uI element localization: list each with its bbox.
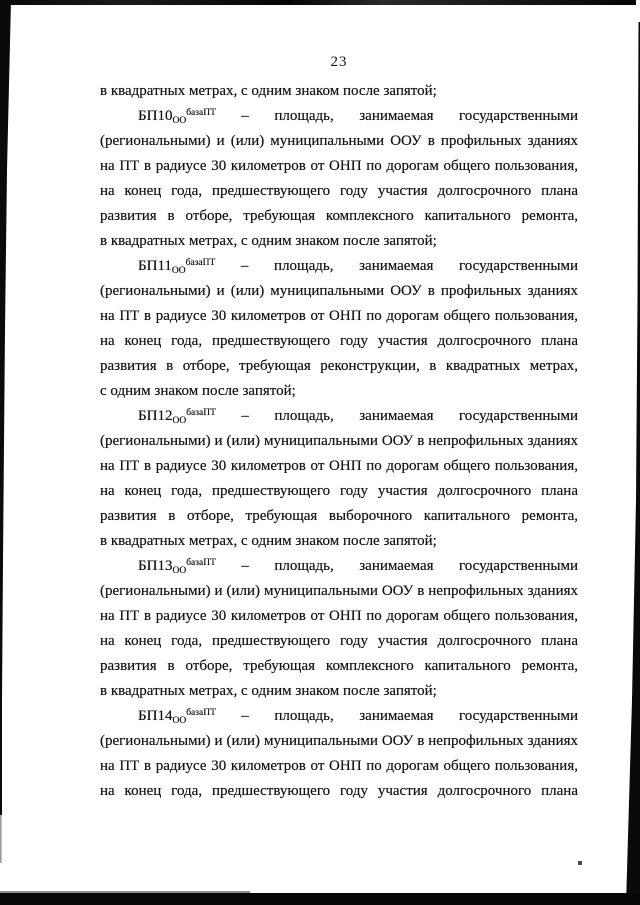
text-line: на конец года, предшествующего году участия долгосрочного плана <box>100 633 578 649</box>
text-line: на конец года, предшествующего году участия долгосрочного плана <box>100 783 578 799</box>
term-subscript: ОО <box>172 416 187 426</box>
text-line: (региональными) и (или) муниципальными ООУ в профильных зданиях <box>100 283 578 299</box>
term-superscript: базаПТ <box>186 708 216 718</box>
text-line: на ПТ в радиусе 30 километров от ОНП по дорогам общего пользования, <box>100 308 578 324</box>
text-line: на ПТ в радиусе 30 километров от ОНП по дорогам общего пользования, <box>100 458 578 474</box>
paragraph <box>100 79 578 104</box>
text-line: (региональными) и (или) муниципальными ООУ в непрофильных зданиях <box>100 583 578 599</box>
text-line: развития в отборе, требующая комплексного капитального ремонта, <box>100 658 578 674</box>
term-subscript: ОО <box>172 716 187 726</box>
text-line: в квадратных метрах, с одним знаком после запятой; <box>100 533 437 549</box>
term-subscript: ОО <box>172 116 187 126</box>
text-line: на ПТ в радиусе 30 километров от ОНП по дорогам общего пользования, <box>100 758 578 774</box>
text-line: (региональными) и (или) муниципальными ООУ в непрофильных зданиях <box>100 733 578 749</box>
text-line: на конец года, предшествующего году участия долгосрочного плана <box>100 483 578 499</box>
text-line: $БП13_{ОО}^{базаПТ}$ – площадь, занимаемая государственными <box>138 558 578 576</box>
term-superscript: базаПТ <box>185 258 216 268</box>
scan-speck <box>578 861 582 865</box>
text-line: (региональными) и (или) муниципальными ООУ в профильных зданиях <box>100 133 578 149</box>
term-subscript: ОО <box>172 566 187 576</box>
term-superscript: базаПТ <box>186 558 216 568</box>
document-text <box>100 79 578 804</box>
paragraph <box>100 254 578 404</box>
term-subscript: ОО <box>171 266 186 276</box>
term-label: $БП10_{ОО}^{базаПТ}$ <box>138 108 216 126</box>
text-line: в квадратных метрах, с одним знаком после запятой; <box>100 683 437 699</box>
paragraph <box>100 554 578 704</box>
term-label: $БП12_{ОО}^{базаПТ}$ <box>138 408 216 426</box>
term-superscript: базаПТ <box>186 408 216 418</box>
text-line: в квадратных метрах, с одним знаком после запятой; <box>100 83 437 99</box>
paragraph <box>100 104 578 254</box>
scan-edge-top <box>6 0 636 5</box>
text-line: на ПТ в радиусе 30 километров от ОНП по дорогам общего пользования, <box>100 158 578 174</box>
scan-edge-left <box>0 0 12 870</box>
text-line: $БП11_{ОО}^{базаПТ}$ – площадь, занимаемая государственными <box>138 258 578 276</box>
scan-edge-bottom <box>0 893 640 905</box>
term-superscript: базаПТ <box>186 108 216 118</box>
text-line: развития в отборе, требующая реконструкции, в квадратных метрах, <box>100 358 578 374</box>
scan-edge-right <box>624 0 640 905</box>
text-line: в квадратных метрах, с одним знаком после запятой; <box>100 233 437 249</box>
term-label: $БП14_{ОО}^{базаПТ}$ <box>138 708 216 726</box>
text-line: $БП12_{ОО}^{базаПТ}$ – площадь, занимаемая государственными <box>138 408 578 426</box>
text-line: развития в отборе, требующая выборочного капитального ремонта, <box>100 508 578 524</box>
paragraph <box>100 404 578 554</box>
term-label: $БП13_{ОО}^{базаПТ}$ <box>138 558 216 576</box>
text-line: с одним знаком после запятой; <box>100 383 296 399</box>
paragraph <box>100 704 578 804</box>
text-line: $БП10_{ОО}^{базаПТ}$ – площадь, занимаемая государственными <box>138 108 578 126</box>
text-line: на конец года, предшествующего году участия долгосрочного плана <box>100 183 578 199</box>
text-line: на ПТ в радиусе 30 километров от ОНП по дорогам общего пользования, <box>100 608 578 624</box>
term-label: $БП11_{ОО}^{базаПТ}$ <box>138 258 216 276</box>
text-line: (региональными) и (или) муниципальными ООУ в непрофильных зданиях <box>100 433 578 449</box>
text-line: развития в отборе, требующая комплексного капитального ремонта, <box>100 208 578 224</box>
page-number: 23 <box>330 54 348 70</box>
text-line: на конец года, предшествующего году участия долгосрочного плана <box>100 333 578 349</box>
text-line: $БП14_{ОО}^{базаПТ}$ – площадь, занимаемая государственными <box>138 708 578 726</box>
